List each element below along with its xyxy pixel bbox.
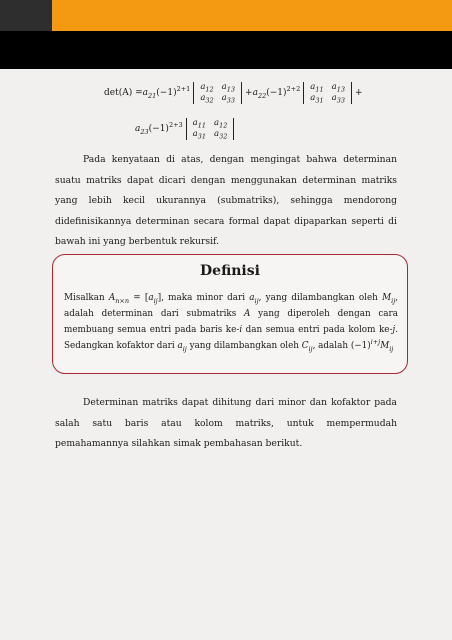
paragraph-minor-cofactor: Determinan matriks dapat dihitung dari minor dan kofaktor pada salah satu baris atau kolom matriks, untuk mempermudah pemahamannya silahkan simak pembahasan berikut. bbox=[55, 397, 397, 449]
definition-box bbox=[52, 254, 408, 374]
minor-matrix-1 bbox=[193, 82, 242, 104]
term3-sign: $(-1)^{2+3}$ bbox=[148, 121, 183, 134]
term2-coefficient: $a_{22}$ bbox=[252, 88, 267, 100]
m2-r1c1: $a_{11}$ bbox=[310, 82, 324, 94]
determinant-expansion-line-2 bbox=[135, 115, 285, 143]
m3-r1c2: $a_{12}$ bbox=[214, 118, 228, 130]
plus-sign-1: + bbox=[245, 88, 253, 98]
determinant-expansion-line-1 bbox=[104, 79, 404, 107]
paragraph-recursive-intro: Pada kenyataan di atas, dengan mengingat bahwa determinan suatu matriks dapat dicari dengan menggunakan determinan matriks yang lebih kecil ukurannya (submatriks), sehingga mendorong didefinisikannya determinan secara formal dapat dipaparkan seperti di bawah ini yang berbentuk rekursif. bbox=[55, 154, 397, 247]
m3-r2c2: $a_{32}$ bbox=[214, 129, 228, 141]
definition-body: Misalkan $A_{n\times n} = [a_{ij}]$, maka minor dari $a_{ij}$, yang dilambangkan oleh $M_{ij}$, adalah determinan dari submatriks A yang diperoleh dengan cara membuang semua entri pada baris ke-i dan semua entri pada kolom ke-j. Sedangkan kofaktor dari $a_{ij}$ yang dilambangkan oleh $C_{ij}$, adalah $(-1)^{i+j}M_{ij}$ bbox=[64, 293, 399, 353]
definition-title: Definisi bbox=[200, 263, 260, 279]
m1-r1c1: $a_{12}$ bbox=[200, 82, 214, 94]
m1-r2c2: $a_{33}$ bbox=[221, 93, 236, 105]
m3-r1c1: $a_{11}$ bbox=[192, 118, 207, 130]
term3-coefficient: $a_{23}$ bbox=[135, 124, 149, 136]
header-orange-strip bbox=[52, 0, 452, 31]
m2-r1c2: $a_{13}$ bbox=[331, 82, 345, 94]
det-lhs: det(A) = bbox=[104, 88, 143, 98]
header-dark-block bbox=[0, 0, 52, 31]
minor-matrix-2 bbox=[303, 82, 352, 104]
m1-r1c2: $a_{13}$ bbox=[221, 82, 236, 94]
term1-sign: $(-1)^{2+1}$ bbox=[156, 85, 191, 98]
m3-r2c1: $a_{31}$ bbox=[192, 129, 207, 141]
term2-sign: $(-1)^{2+2}$ bbox=[266, 85, 301, 98]
m1-r2c1: $a_{32}$ bbox=[200, 93, 214, 105]
m2-r2c2: $a_{33}$ bbox=[331, 93, 345, 105]
term1-coefficient: $a_{21}$ bbox=[142, 88, 157, 100]
plus-sign-2: + bbox=[354, 88, 363, 98]
minor-matrix-3 bbox=[186, 118, 235, 140]
m2-r2c1: $a_{31}$ bbox=[310, 93, 324, 105]
